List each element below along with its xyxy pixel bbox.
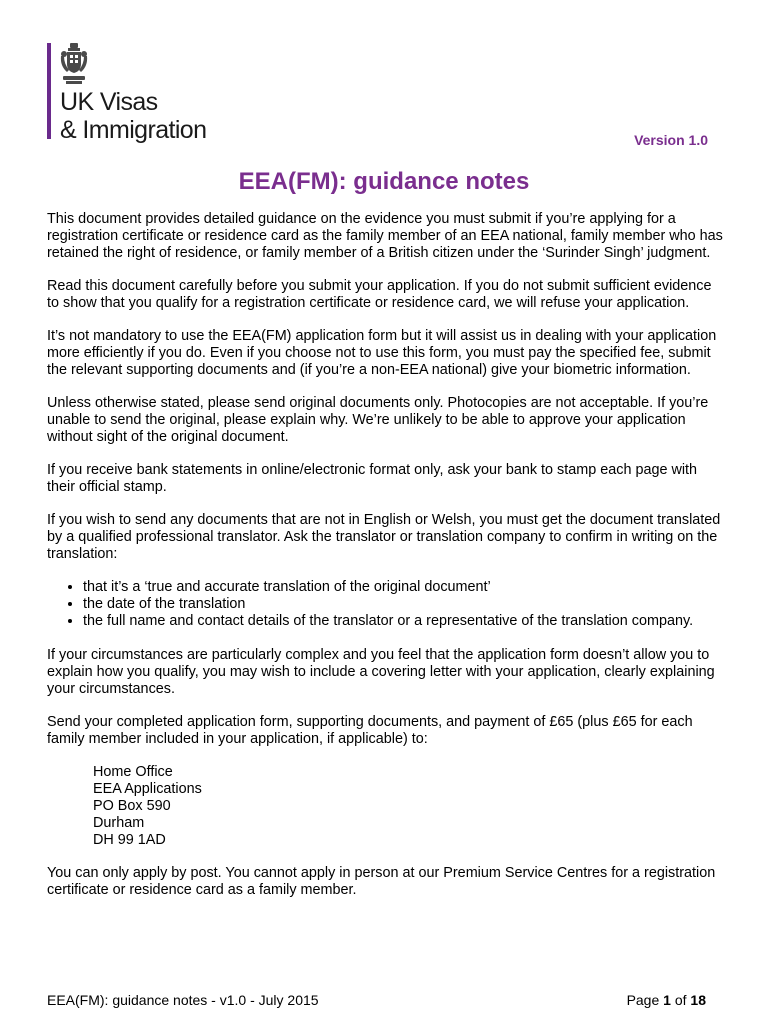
logo-line-2: & Immigration xyxy=(60,116,207,144)
list-item: • the date of the translation xyxy=(83,596,727,613)
paragraph-send-application: Send your completed application form, supporting documents, and payment of £65 (plus £65 for each family member included in your application, if applicable) to: xyxy=(47,714,693,747)
address-line: EEA Applications xyxy=(93,781,202,797)
page-title: EEA(FM): guidance notes xyxy=(238,168,530,195)
translation-requirements-list xyxy=(47,579,727,630)
document-body xyxy=(47,211,727,915)
address-line: Home Office xyxy=(93,764,173,780)
postal-address xyxy=(93,764,727,849)
address-line: PO Box 590 xyxy=(93,798,171,814)
royal-crest-icon xyxy=(59,42,89,86)
paragraph-complex-circumstances: If your circumstances are particularly complex and you feel that the application form doesn’t allow you to explain how you qualify, you may wish to include a covering letter with your application, clearly explaining your circumstances. xyxy=(47,647,715,697)
logo-bar xyxy=(47,43,51,139)
page-total: 18 xyxy=(690,992,706,1008)
paragraph-intro: This document provides detailed guidance on the evidence you must submit if you’re applying for a registration certificate or residence card as the family member of an EEA national, family member who has retained the right of residence, or family member of a British citizen under the ‘Surinder Singh’ judgment. xyxy=(47,211,723,261)
page-separator: of xyxy=(670,992,691,1008)
paragraph-original-docs: Unless otherwise stated, please send original documents only. Photocopies are not acceptable. If you’re unable to send the original, please explain why. We’re unlikely to be able to approve your application without sight of the original document. xyxy=(47,395,709,445)
paragraph-form-use: It’s not mandatory to use the EEA(FM) application form but it will assist us in dealing with your application more efficiently if you do. Even if you choose not to use this form, you must pay the specified fee, submit the relevant supporting documents and (if you’re a non-EEA national) give your biometric information. xyxy=(47,328,717,378)
footer-page-number xyxy=(627,992,706,1008)
list-item: • the full name and contact details of the translator or a representative of the translation company. xyxy=(83,613,727,630)
logo-text xyxy=(60,88,206,144)
paragraph-apply-by-post: You can only apply by post. You cannot apply in person at our Premium Service Centres for a registration certificate or residence card as a family member. xyxy=(47,865,716,898)
page-prefix: Page xyxy=(626,992,664,1008)
address-line: DH 99 1AD xyxy=(93,832,166,848)
address-line: Durham xyxy=(93,815,145,831)
list-item: • that it’s a ‘true and accurate translation of the original document’ xyxy=(83,579,727,596)
logo-line-1: UK Visas xyxy=(60,88,158,116)
footer-document-title: EEA(FM): guidance notes - v1.0 - July 2015 xyxy=(47,992,319,1008)
paragraph-bank-statements: If you receive bank statements in online/electronic format only, ask your bank to stamp each page with their official stamp. xyxy=(47,462,698,495)
paragraph-translation: If you wish to send any documents that are not in English or Welsh, you must get the document translated by a qualified professional translator. Ask the translator or translation company to confirm in writing on the translation: xyxy=(47,512,721,562)
page-current: 1 xyxy=(663,992,671,1008)
paragraph-read-carefully: Read this document carefully before you submit your application. If you do not submit sufficient evidence to show that you qualify for a registration certificate or residence card, we will refuse your application. xyxy=(47,278,712,311)
version-label: Version 1.0 xyxy=(634,132,708,148)
